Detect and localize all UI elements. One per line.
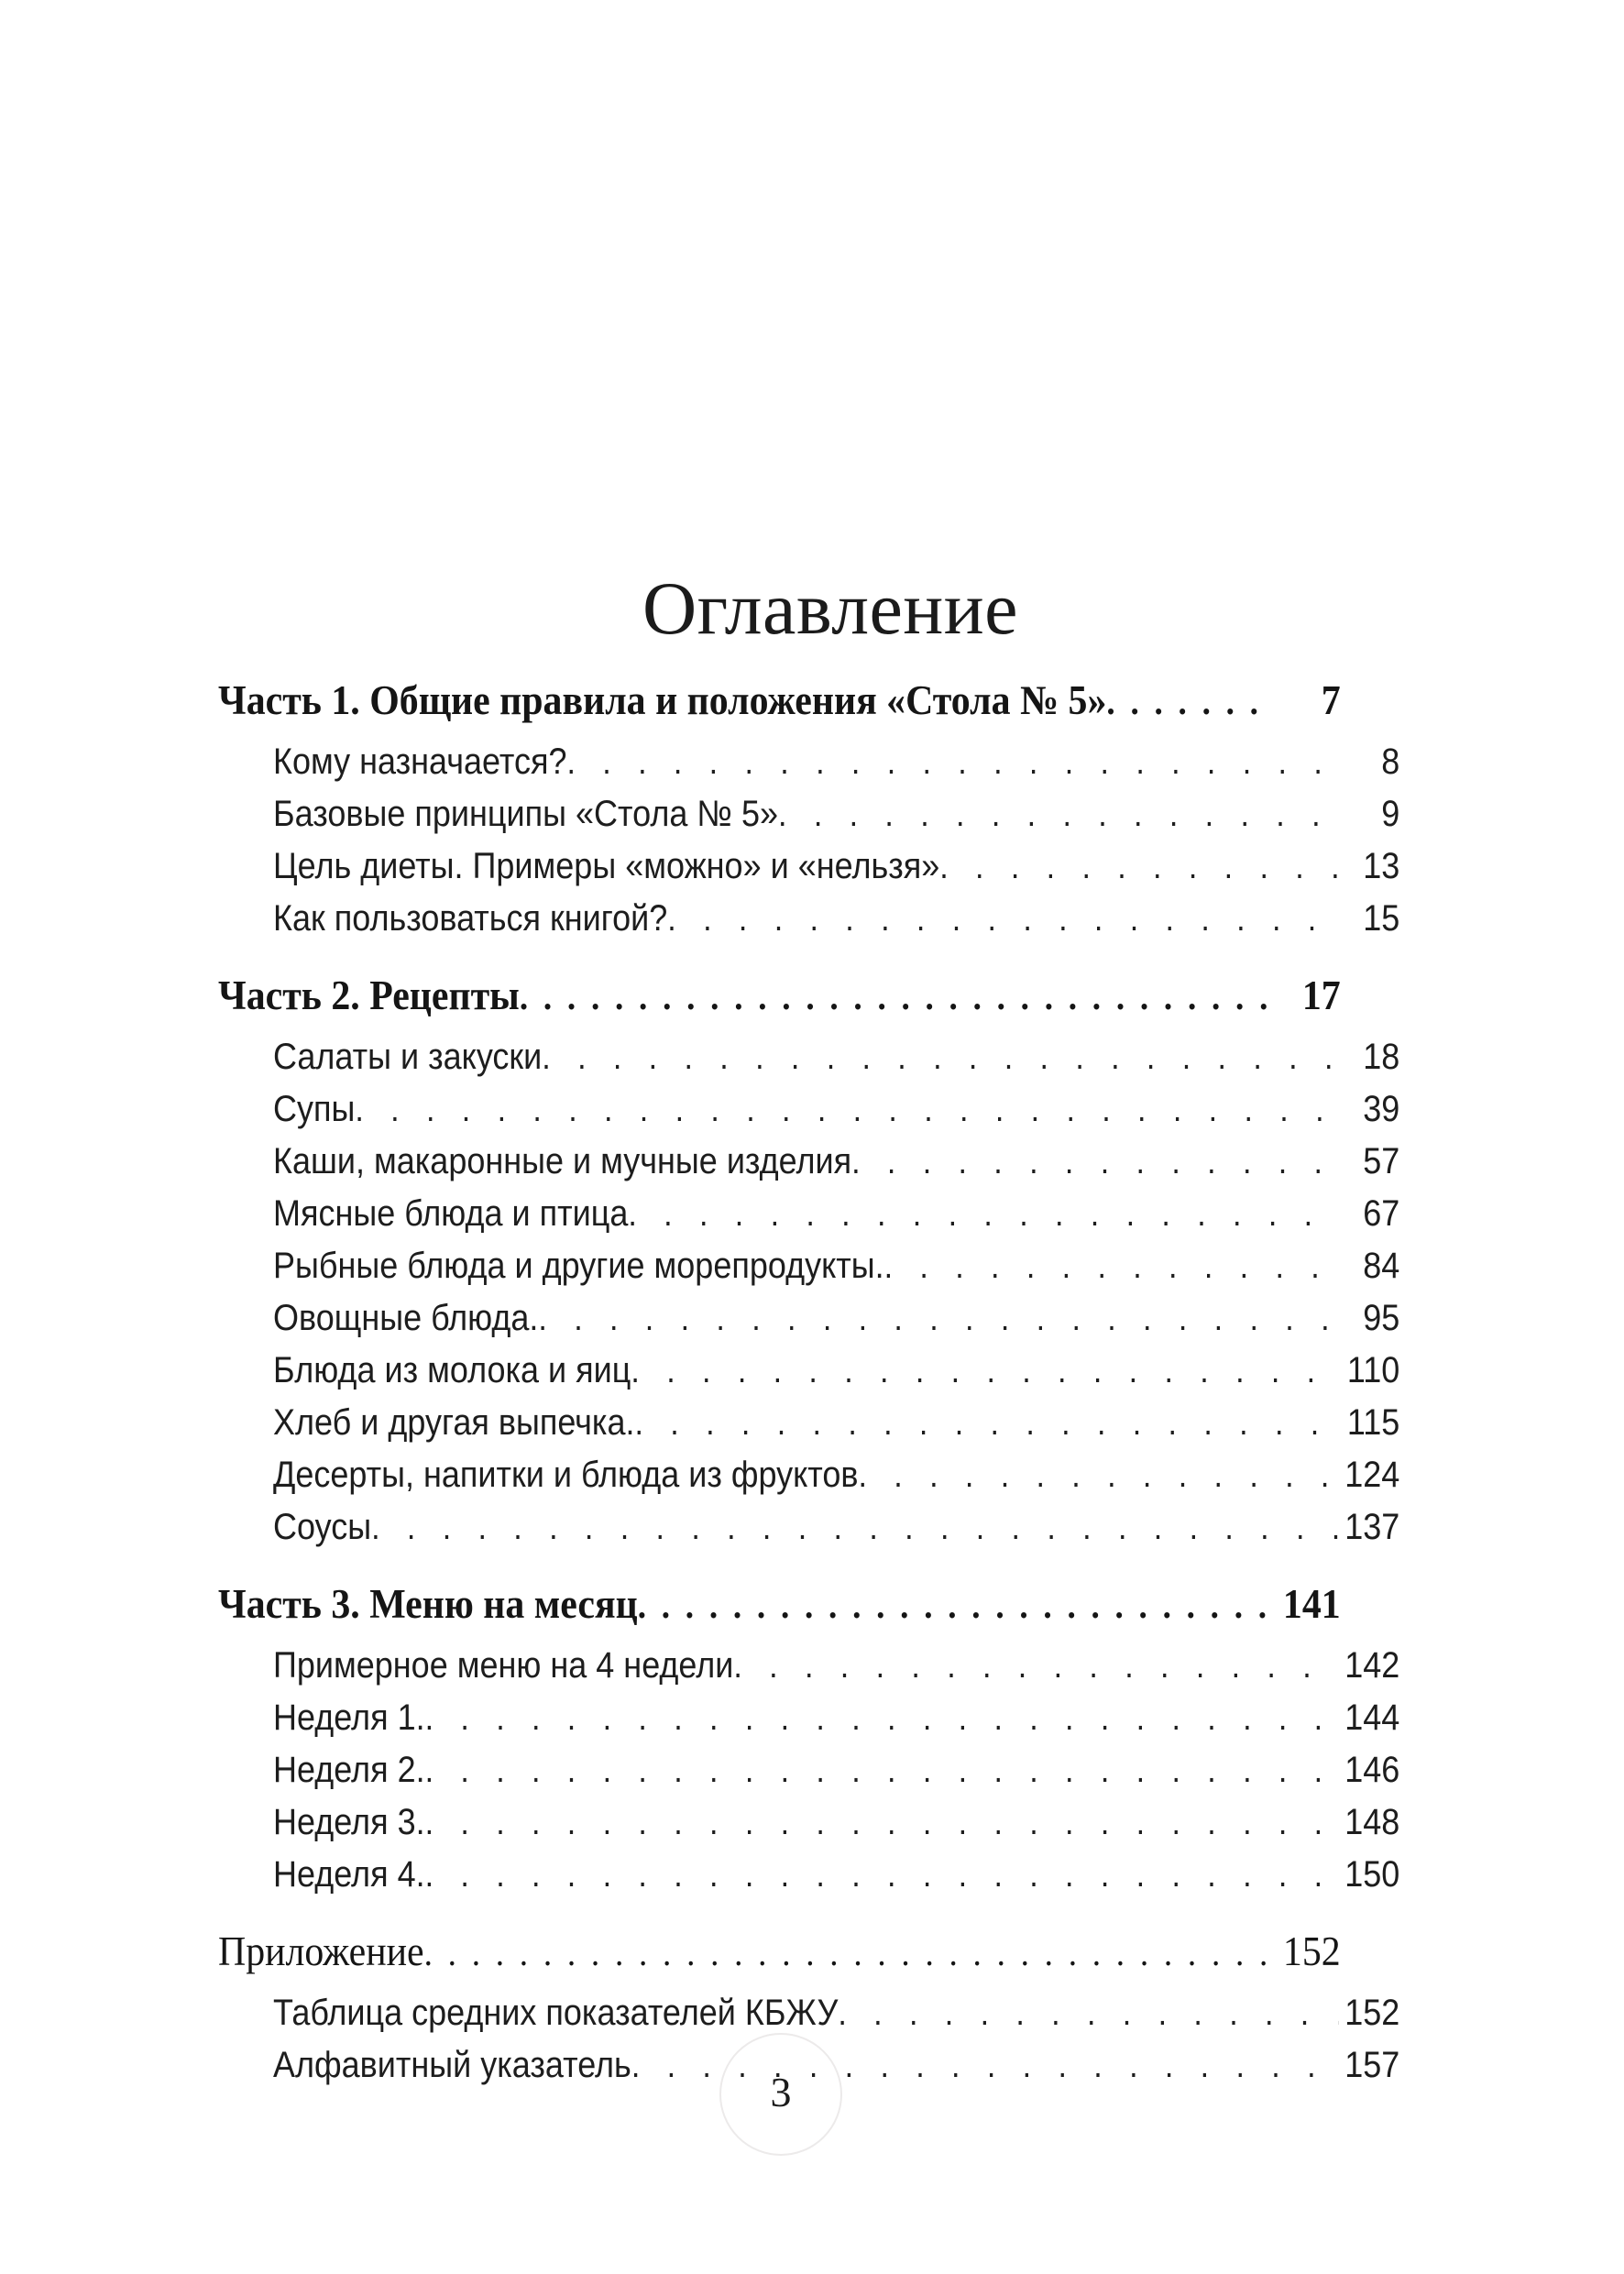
dot-leader bbox=[566, 737, 1338, 788]
toc-entry-page-number: 150 bbox=[1344, 1854, 1400, 1895]
dot-leader bbox=[884, 1241, 1339, 1292]
toc-entry[interactable] bbox=[273, 1744, 1399, 1796]
toc-entry[interactable] bbox=[273, 840, 1399, 893]
dot-leader bbox=[939, 841, 1338, 893]
dot-leader bbox=[425, 1693, 1339, 1744]
toc-part-heading[interactable] bbox=[218, 1577, 1341, 1632]
toc-entry-label: Цель диеты. Примеры «можно» и «нельзя» bbox=[273, 846, 940, 886]
dot-leader bbox=[628, 1189, 1338, 1240]
dot-leader bbox=[838, 1988, 1338, 2039]
toc-entry[interactable] bbox=[273, 1987, 1399, 2039]
toc-part-label: Часть 3. Меню на месяц bbox=[218, 1581, 638, 1627]
toc-entry-page-number: 57 bbox=[1363, 1141, 1400, 1181]
toc-entry[interactable] bbox=[273, 1083, 1399, 1136]
toc-entry-page-number: 84 bbox=[1363, 1246, 1400, 1286]
page-title: Оглавление bbox=[642, 566, 1019, 650]
toc-entry[interactable] bbox=[273, 736, 1399, 788]
toc-entry-label: Неделя 4. bbox=[273, 1854, 425, 1895]
toc-entry-page-number: 146 bbox=[1344, 1750, 1400, 1790]
dot-leader bbox=[355, 1084, 1338, 1136]
toc-part-page-number: 7 bbox=[1321, 677, 1341, 723]
toc-entry-label: Мясные блюда и птица bbox=[273, 1193, 629, 1234]
toc-entry-label: Каши, макаронные и мучные изделия bbox=[273, 1141, 852, 1181]
toc-entry[interactable] bbox=[273, 1136, 1399, 1188]
toc-part-label: Часть 1. Общие правила и положения «Стола № 5» bbox=[218, 677, 1107, 723]
page-number-badge bbox=[719, 2033, 842, 2156]
toc-entry-page-number: 142 bbox=[1344, 1645, 1400, 1686]
page-number: 3 bbox=[770, 2069, 792, 2115]
dot-leader bbox=[1106, 676, 1272, 729]
toc-part-label: Часть 2. Рецепты bbox=[218, 972, 520, 1018]
toc-entry-page-number: 110 bbox=[1346, 1350, 1400, 1390]
toc-entry[interactable] bbox=[273, 1397, 1399, 1449]
toc-entry-label: Неделя 1. bbox=[273, 1697, 425, 1738]
dot-leader bbox=[634, 1398, 1338, 1449]
toc-entry-label: Кому назначается? bbox=[273, 742, 567, 782]
toc-entry-page-number: 152 bbox=[1344, 1993, 1400, 2033]
toc-entry-label: Хлеб и другая выпечка. bbox=[273, 1402, 635, 1443]
toc-entry-label: Рыбные блюда и другие морепродукты. bbox=[273, 1246, 884, 1286]
dot-leader bbox=[778, 789, 1339, 840]
toc-entry[interactable] bbox=[273, 1292, 1399, 1345]
dot-leader bbox=[371, 1502, 1339, 1554]
toc-entry-label: Соусы bbox=[273, 1507, 372, 1547]
toc-entry[interactable] bbox=[273, 1692, 1399, 1744]
dot-leader bbox=[667, 894, 1338, 945]
dot-leader bbox=[638, 1579, 1273, 1632]
toc-entry-label: Неделя 2. bbox=[273, 1750, 425, 1790]
toc-part-heading[interactable] bbox=[218, 674, 1341, 729]
table-of-contents bbox=[218, 674, 1400, 2092]
dot-leader bbox=[851, 1137, 1339, 1188]
toc-entry-page-number: 148 bbox=[1344, 1802, 1400, 1842]
dot-leader bbox=[733, 1641, 1338, 1692]
toc-entry-page-number: 8 bbox=[1381, 742, 1400, 782]
toc-part-heading[interactable] bbox=[218, 1925, 1341, 1980]
toc-entry-page-number: 13 bbox=[1363, 846, 1400, 886]
dot-leader bbox=[425, 1797, 1339, 1849]
toc-entry-page-number: 67 bbox=[1363, 1193, 1400, 1234]
toc-entry-label: Десерты, напитки и блюда из фруктов bbox=[273, 1455, 859, 1495]
toc-entry-label: Супы bbox=[273, 1089, 356, 1129]
dot-leader bbox=[520, 971, 1272, 1024]
toc-entry-page-number: 157 bbox=[1344, 2045, 1400, 2085]
toc-entry-page-number: 124 bbox=[1344, 1455, 1400, 1495]
dot-leader bbox=[631, 1346, 1338, 1397]
dot-leader bbox=[425, 1745, 1339, 1796]
toc-entry-page-number: 18 bbox=[1363, 1037, 1400, 1077]
toc-entry-page-number: 137 bbox=[1344, 1507, 1400, 1547]
toc-entry-label: Примерное меню на 4 недели bbox=[273, 1645, 734, 1686]
toc-part-heading[interactable] bbox=[218, 969, 1341, 1024]
toc-part-label: Приложение bbox=[218, 1928, 424, 1974]
toc-entry[interactable] bbox=[273, 1796, 1399, 1849]
toc-entry[interactable] bbox=[273, 1240, 1399, 1292]
toc-entry-label: Овощные блюда. bbox=[273, 1298, 539, 1338]
toc-entry[interactable] bbox=[273, 1449, 1399, 1501]
toc-entry-page-number: 144 bbox=[1344, 1697, 1400, 1738]
toc-entry-label: Как пользоваться книгой? bbox=[273, 898, 668, 939]
toc-part-page-number: 141 bbox=[1282, 1581, 1341, 1627]
toc-entry[interactable] bbox=[273, 788, 1399, 840]
toc-entry[interactable] bbox=[273, 1640, 1399, 1692]
dot-leader bbox=[542, 1032, 1338, 1083]
toc-entry-label: Базовые принципы «Стола № 5» bbox=[273, 794, 779, 834]
toc-entry[interactable] bbox=[273, 1188, 1399, 1240]
toc-entry-page-number: 115 bbox=[1346, 1402, 1400, 1443]
toc-entry[interactable] bbox=[273, 893, 1399, 945]
dot-leader bbox=[425, 1850, 1339, 1901]
toc-entry-label: Неделя 3. bbox=[273, 1802, 425, 1842]
toc-entry[interactable] bbox=[273, 1031, 1399, 1083]
dot-leader bbox=[858, 1450, 1338, 1501]
toc-entry-label: Таблица средних показателей КБЖУ bbox=[273, 1993, 839, 2033]
toc-entry-label: Блюда из молока и яиц bbox=[273, 1350, 631, 1390]
toc-entry[interactable] bbox=[273, 1849, 1399, 1901]
toc-entry-label: Салаты и закуски bbox=[273, 1037, 543, 1077]
toc-entry[interactable] bbox=[273, 1501, 1399, 1554]
toc-entry-label: Алфавитный указатель bbox=[273, 2045, 631, 2085]
toc-entry-page-number: 15 bbox=[1363, 898, 1400, 939]
toc-part-page-number: 152 bbox=[1282, 1928, 1341, 1974]
toc-entry-page-number: 9 bbox=[1381, 794, 1400, 834]
toc-entry-page-number: 95 bbox=[1363, 1298, 1400, 1338]
dot-leader bbox=[424, 1927, 1273, 1980]
dot-leader bbox=[538, 1293, 1338, 1345]
toc-entry[interactable] bbox=[273, 1345, 1399, 1397]
toc-entry-page-number: 39 bbox=[1363, 1089, 1400, 1129]
toc-part-page-number: 17 bbox=[1301, 972, 1341, 1018]
